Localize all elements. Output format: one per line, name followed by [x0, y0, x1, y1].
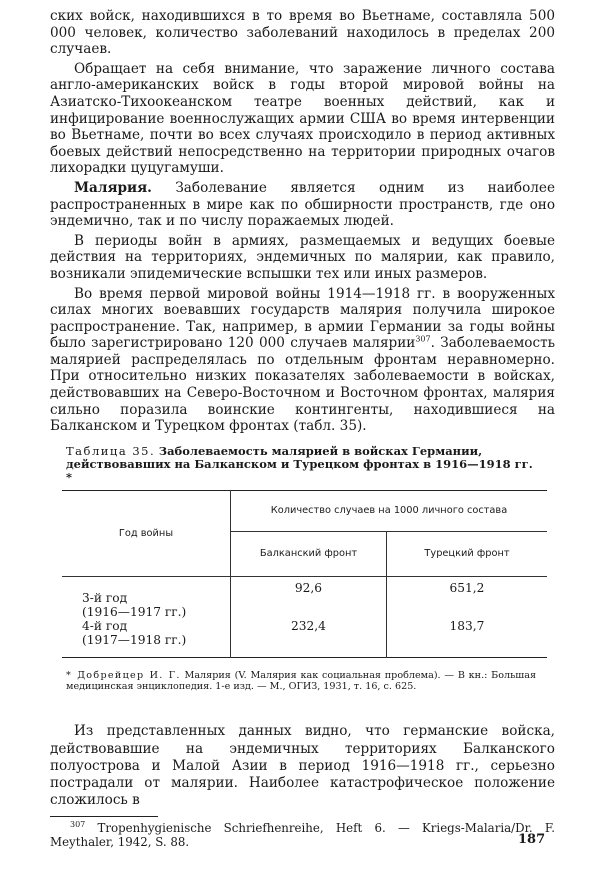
year-label: 4-й год — [82, 619, 128, 634]
col-header-turkey: Турецкий фронт — [387, 532, 548, 577]
table-caption — [66, 445, 536, 485]
paragraph-4: В периоды войн в армиях, размещаемых и ведущих боевые действия на территориях, эндемичных по малярии, как правило, возникали эпидемические вспышки тех или иных размеров. — [50, 232, 555, 282]
cell-balkan: 92,6 — [231, 577, 387, 620]
paragraph-5 — [50, 286, 555, 435]
paragraph-5-before: Во время первой мировой войны 1914—1918 гг. в вооруженных силах многих воевавших государств малярия получила широкое распространение. Так, например, в армии Германии за годы войны было зарегистрировано 120 000 случаев малярии — [50, 285, 555, 352]
col-header-year: Год войны — [62, 491, 231, 577]
footnote-ref-307: 307 — [415, 334, 431, 344]
paragraph-3-text: Заболевание является одним из наиболее распространенных в мире как по обширности пространств, где оно эндемично, так и по числу поражаемых людей. — [50, 179, 555, 230]
table-caption-text: Заболеваемость малярией в войсках Германии, действовавших на Балканском и Турецком фронтах в 1916—1918 гг. * — [66, 443, 533, 485]
paragraph-1: ских войск, находившихся в то время во Вьетнаме, составляла 500 000 человек, количество заболеваний находилось в пределах 200 случаев. — [50, 8, 555, 58]
footnote — [50, 821, 555, 849]
paragraph-3 — [50, 180, 555, 230]
table-row — [62, 577, 547, 620]
note-author: * Добрейцер И. Г. — [66, 670, 181, 682]
year-range: (1916—1917 гг.) — [82, 605, 187, 620]
col-header-balkan: Балканский фронт — [231, 532, 387, 577]
table-note — [66, 670, 536, 692]
cell-year — [62, 619, 231, 658]
paragraph-6: Из представленных данных видно, что германские войска, действовавшие на эндемичных территориях Балканского полуострова и Малой Азии в период 1916—1918 гг., серьезно пострадали от малярии. Наиболее катастрофическое положение сложилось в — [50, 723, 555, 809]
page-number: 187 — [518, 832, 546, 847]
footnote-divider — [50, 816, 158, 817]
malaria-term: Малярия. — [74, 179, 152, 196]
table-row — [62, 619, 547, 658]
paragraph-2: Обращает на себя внимание, что заражение личного состава англо-американских войск в годы второй мировой войны на Азиатско-Тихоокеанском театре военных действий, как и инфицирование военнослужащих армии США во время интервенции во Вьетнаме, почти во всех случаях происходило в период активных боевых действий непосредственно на территории природных очагов лихорадки цуцугамуши. — [50, 60, 555, 177]
cell-turkey: 183,7 — [387, 619, 548, 658]
malaria-table — [62, 490, 547, 658]
table-label: Таблица 35. — [66, 443, 156, 458]
col-header-group: Количество случаев на 1000 личного состава — [231, 491, 548, 532]
note-text: Малярия (V. Малярия как социальная проблема). — В кн.: Большая медицинская энциклопедия. 1-е изд. — М., ОГИЗ, 1931, т. 16, с. 625. — [66, 670, 536, 693]
cell-balkan: 232,4 — [231, 619, 387, 658]
year-range: (1917—1918 гг.) — [82, 633, 187, 648]
footnote-number: 307 — [70, 820, 86, 830]
year-label: 3-й год — [82, 591, 128, 606]
page-body — [50, 8, 555, 849]
cell-turkey: 651,2 — [387, 577, 548, 620]
after-table — [50, 723, 555, 809]
cell-year — [62, 577, 231, 620]
paragraph-5-after: . Заболеваемость малярией распределялась по отдельным фронтам неравномерно. При относительно низких показателях заболеваемости в войсках, действовавших на Северо-Восточном и Восточном фронтах, малярия сильно поразила воинские контингенты, находившиеся на Балканском и Турецком фронтах (табл. 35). — [50, 335, 555, 435]
footnote-text: Tropenhygienische Schriefhenreihe, Heft 6. — Kriegs-Malaria/Dr. F. Meythaler, 1942, S. 88. — [50, 821, 555, 850]
